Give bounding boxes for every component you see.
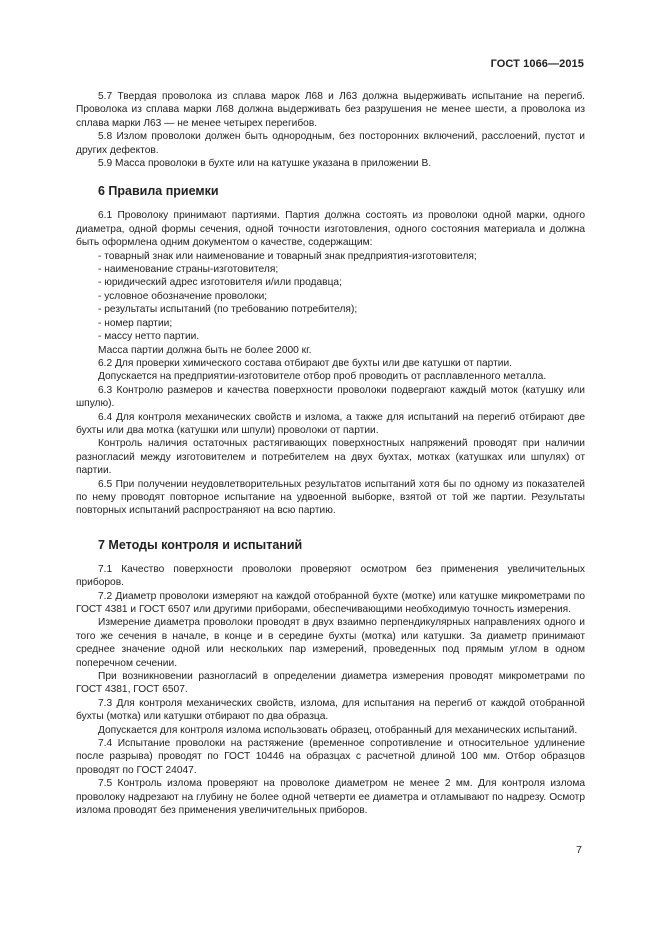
list-item: - товарный знак или наименование и товарный знак предприятия-изготовителя;: [98, 250, 477, 262]
clause-7-5: 7.5 Контроль излома проверяют на проволоке диаметром не менее 2 мм. Для контроля излома проволоку надрезают на глубину не более одной четверти ее диаметра и отламывают по надрезу. Осмотр излома проводят без применения увеличительных приборов.: [76, 778, 585, 817]
clause-5-9: 5.9 Масса проволоки в бухте или на катушке указана в приложении В.: [98, 158, 432, 170]
list-item: - результаты испытаний (по требованию потребителя);: [98, 304, 358, 316]
page-number: 7: [576, 844, 582, 856]
clause-7-2-measure: Измерение диаметра проволоки проводят в двух взаимно перпендикулярных направлениях одного и того же сечения в начале, в конце и в середине бухты (мотка) или катушки. За диаметр принимают среднее значение одной или нескольких пар измерений, проведенных под прямым углом в одном поперечном сечении.: [76, 617, 585, 669]
clause-7-3-note: Допускается для контроля излома использовать образец, отобранный для механических испытаний.: [98, 724, 578, 736]
clause-7-2-dispute: При возникновении разногласий в определении диаметра измерения проводят микрометрами по ГОСТ 4381, ГОСТ 6507.: [76, 671, 585, 696]
clause-6-5: 6.5 При получении неудовлетворительных результатов испытаний хотя бы по одному из показателей по нему проводят повторное испытание на удвоенной выборке, взятой от той же партии. Результаты повторных испытаний распространяют на всю партию.: [76, 478, 585, 517]
list-item: - условное обозначение проволоки;: [98, 290, 268, 302]
clause-6-2: 6.2 Для проверки химического состава отбирают две бухты или две катушки от партии.: [98, 357, 512, 369]
clause-7-4: 7.4 Испытание проволоки на растяжение (временное сопротивление и относительное удлинение после разрыва) проводят по ГОСТ 10446 на образцах с расчетной длиной 100 мм. Отбор образцов проводят по ГОСТ 24047.: [76, 738, 585, 776]
clause-5-8: 5.8 Излом проволоки должен быть однородным, без посторонних включений, расслоений, пустот и других дефектов.: [76, 131, 585, 156]
section-7-heading: 7 Методы контроля и испытаний: [98, 537, 303, 552]
clause-7-3: 7.3 Для контроля механических свойств, излома, для испытания на перегиб от каждой отобранной бухты (мотка) или катушки отбирают по два образца.: [76, 697, 585, 723]
document-body: [76, 90, 585, 818]
clause-7-1: 7.1 Качество поверхности проволоки проверяют осмотром без применения увеличительных приборов.: [76, 563, 585, 589]
clause-6-4: 6.4 Для контроля механических свойств и излома, а также для испытаний на перегиб отбирают две бухты или два мотка (катушки или шпули) проволоки от партии.: [76, 411, 585, 436]
clause-5-7: 5.7 Твердая проволока из сплава марок Л68 и Л63 должна выдерживать испытание на перегиб. Проволока из сплава марки Л68 должна выдерживать без разрушения не менее шести, а проволока из сплава марки Л63 — не менее четырех перегибов.: [76, 91, 585, 129]
list-item: - массу нетто партии.: [98, 331, 200, 343]
clause-6-1: 6.1 Проволоку принимают партиями. Партия должна состоять из проволоки одной марки, одного диаметра, одной формы сечения, одной точности изготовления, одного состояния материала и должна быть оформлена одним документом о качестве, содержащим:: [76, 210, 585, 249]
clause-6-1-mass: Масса партии должна быть не более 2000 кг.: [98, 344, 312, 356]
clause-6-3: 6.3 Контролю размеров и качества поверхности проволоки подвергают каждый моток (катушку или шпулю).: [76, 384, 585, 410]
section-6-heading: 6 Правила приемки: [98, 184, 219, 199]
list-item: - номер партии;: [98, 317, 173, 329]
document-code: ГОСТ 1066—2015: [490, 58, 584, 70]
clause-7-2: 7.2 Диаметр проволоки измеряют на каждой отобранной бухте (мотке) или катушке микрометрами по ГОСТ 4381 и ГОСТ 6507 или другими приборами, обеспечивающими необходимую точность измерения.: [76, 590, 585, 615]
clause-6-2-note: Допускается на предприятии-изготовителе отбор проб проводить от расплавленного металла.: [98, 371, 547, 383]
list-item: - наименование страны-изготовителя;: [98, 264, 279, 276]
clause-6-4-note: Контроль наличия остаточных растягивающих поверхностных напряжений проводят при наличии разногласий между изготовителем и потребителем на двух бухтах, мотках (катушках или шпулях) от партии.: [76, 438, 585, 477]
list-item: - юридический адрес изготовителя и/или продавца;: [98, 277, 342, 289]
